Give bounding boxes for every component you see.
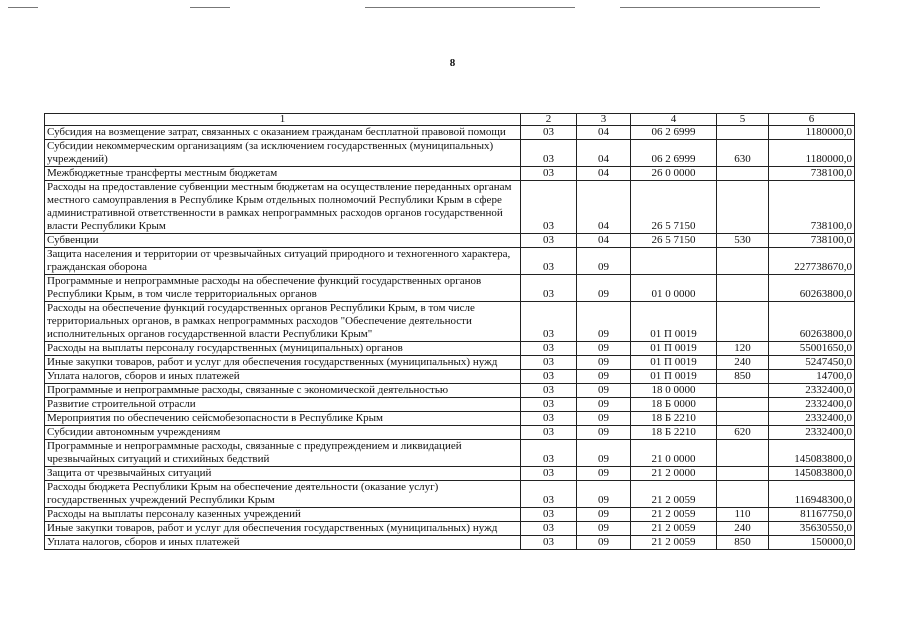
amount-cell: 2332400,0 <box>769 426 855 440</box>
table-row <box>45 167 855 181</box>
amount-cell: 150000,0 <box>769 536 855 550</box>
subsection-code-cell: 04 <box>577 234 631 248</box>
subsection-code-cell: 04 <box>577 140 631 167</box>
expense-type-cell <box>717 126 769 140</box>
section-code-cell: 03 <box>521 440 577 467</box>
target-article-cell: 26 0 0000 <box>631 167 717 181</box>
section-code-cell: 03 <box>521 126 577 140</box>
table-row <box>45 140 855 167</box>
amount-cell: 738100,0 <box>769 181 855 234</box>
row-name-cell: Уплата налогов, сборов и иных платежей <box>45 536 521 550</box>
expense-type-cell: 240 <box>717 522 769 536</box>
section-code-cell: 03 <box>521 412 577 426</box>
target-article-cell: 06 2 6999 <box>631 140 717 167</box>
amount-cell: 35630550,0 <box>769 522 855 536</box>
row-name-cell: Иные закупки товаров, работ и услуг для обеспечения государственных (муниципальных) нужд <box>45 522 521 536</box>
amount-cell: 14700,0 <box>769 370 855 384</box>
amount-cell: 1180000,0 <box>769 140 855 167</box>
row-name-cell: Программные и непрограммные расходы, связанные с предупреждением и ликвидацией чрезвычайных ситуаций и стихийных бедствий <box>45 440 521 467</box>
subsection-code-cell: 09 <box>577 508 631 522</box>
target-article-cell: 01 П 0019 <box>631 342 717 356</box>
expense-type-cell: 530 <box>717 234 769 248</box>
target-article-cell: 18 0 0000 <box>631 384 717 398</box>
row-name-cell: Расходы на выплаты персоналу государственных (муниципальных) органов <box>45 342 521 356</box>
target-article-cell: 18 Б 0000 <box>631 398 717 412</box>
table-row <box>45 398 855 412</box>
expense-type-cell <box>717 384 769 398</box>
table-row <box>45 384 855 398</box>
row-name-cell: Межбюджетные трансферты местным бюджетам <box>45 167 521 181</box>
section-code-cell: 03 <box>521 522 577 536</box>
amount-cell: 81167750,0 <box>769 508 855 522</box>
expense-type-cell <box>717 412 769 426</box>
subsection-code-cell: 04 <box>577 167 631 181</box>
section-code-cell: 03 <box>521 140 577 167</box>
table-row <box>45 275 855 302</box>
expense-type-cell: 850 <box>717 370 769 384</box>
table-row <box>45 342 855 356</box>
row-name-cell: Защита от чрезвычайных ситуаций <box>45 467 521 481</box>
target-article-cell <box>631 248 717 275</box>
target-article-cell: 21 2 0059 <box>631 536 717 550</box>
row-name-cell: Расходы на выплаты персоналу казенных учреждений <box>45 508 521 522</box>
target-article-cell: 01 П 0019 <box>631 356 717 370</box>
row-name-cell: Расходы на обеспечение функций государственных органов Республики Крым, в том числе территориальных органов, в рамках непрограммных расходов "Обеспечение деятельности исполнительных органов государственной власти Республики Крым" <box>45 302 521 342</box>
subsection-code-cell: 09 <box>577 342 631 356</box>
scan-edge-line <box>190 7 230 8</box>
subsection-code-cell: 09 <box>577 536 631 550</box>
table-row <box>45 356 855 370</box>
table-row <box>45 412 855 426</box>
table-row <box>45 370 855 384</box>
section-code-cell: 03 <box>521 384 577 398</box>
expense-type-cell <box>717 302 769 342</box>
amount-cell: 55001650,0 <box>769 342 855 356</box>
budget-table <box>44 113 855 550</box>
expense-type-cell: 630 <box>717 140 769 167</box>
row-name-cell: Программные и непрограммные расходы, связанные с экономической деятельностью <box>45 384 521 398</box>
amount-cell: 5247450,0 <box>769 356 855 370</box>
expense-type-cell <box>717 181 769 234</box>
subsection-code-cell: 09 <box>577 302 631 342</box>
row-name-cell: Защита населения и территории от чрезвычайных ситуаций природного и техногенного характера, гражданская оборона <box>45 248 521 275</box>
table-row <box>45 302 855 342</box>
section-code-cell: 03 <box>521 342 577 356</box>
subsection-code-cell: 09 <box>577 522 631 536</box>
row-name-cell: Субвенции <box>45 234 521 248</box>
amount-cell: 227738670,0 <box>769 248 855 275</box>
expense-type-cell: 850 <box>717 536 769 550</box>
section-code-cell: 03 <box>521 275 577 302</box>
table-row <box>45 248 855 275</box>
scan-edge-line <box>365 7 575 8</box>
subsection-code-cell: 09 <box>577 467 631 481</box>
expense-type-cell: 620 <box>717 426 769 440</box>
amount-cell: 2332400,0 <box>769 412 855 426</box>
expense-type-cell <box>717 398 769 412</box>
amount-cell: 738100,0 <box>769 234 855 248</box>
amount-cell: 60263800,0 <box>769 302 855 342</box>
column-header: 2 <box>521 114 577 126</box>
section-code-cell: 03 <box>521 481 577 508</box>
target-article-cell: 21 2 0059 <box>631 481 717 508</box>
section-code-cell: 03 <box>521 370 577 384</box>
subsection-code-cell: 09 <box>577 248 631 275</box>
scan-edge-line <box>8 7 38 8</box>
row-name-cell: Программные и непрограммные расходы на обеспечение функций государственных органов Республики Крым, в том числе территориальных органов <box>45 275 521 302</box>
section-code-cell: 03 <box>521 167 577 181</box>
table-row <box>45 181 855 234</box>
target-article-cell: 18 Б 2210 <box>631 412 717 426</box>
subsection-code-cell: 09 <box>577 370 631 384</box>
table-row <box>45 126 855 140</box>
section-code-cell: 03 <box>521 508 577 522</box>
target-article-cell: 21 2 0059 <box>631 508 717 522</box>
table-row <box>45 481 855 508</box>
subsection-code-cell: 09 <box>577 356 631 370</box>
table-row <box>45 440 855 467</box>
row-name-cell: Уплата налогов, сборов и иных платежей <box>45 370 521 384</box>
expense-type-cell: 240 <box>717 356 769 370</box>
expense-type-cell: 120 <box>717 342 769 356</box>
section-code-cell: 03 <box>521 181 577 234</box>
subsection-code-cell: 09 <box>577 275 631 302</box>
target-article-cell: 26 5 7150 <box>631 181 717 234</box>
section-code-cell: 03 <box>521 426 577 440</box>
expense-type-cell <box>717 275 769 302</box>
expense-type-cell <box>717 440 769 467</box>
column-header: 6 <box>769 114 855 126</box>
amount-cell: 2332400,0 <box>769 384 855 398</box>
header-row <box>45 114 855 126</box>
expense-type-cell <box>717 467 769 481</box>
amount-cell: 145083800,0 <box>769 467 855 481</box>
table-row <box>45 536 855 550</box>
row-name-cell: Развитие строительной отрасли <box>45 398 521 412</box>
expense-type-cell <box>717 248 769 275</box>
target-article-cell: 26 5 7150 <box>631 234 717 248</box>
target-article-cell: 01 0 0000 <box>631 275 717 302</box>
section-code-cell: 03 <box>521 398 577 412</box>
row-name-cell: Субсидии автономным учреждениям <box>45 426 521 440</box>
subsection-code-cell: 09 <box>577 426 631 440</box>
subsection-code-cell: 09 <box>577 481 631 508</box>
table-body <box>45 126 855 550</box>
scan-edge-line <box>620 7 820 8</box>
row-name-cell: Субсидии некоммерческим организациям (за исключением государственных (муниципальных) учреждений) <box>45 140 521 167</box>
section-code-cell: 03 <box>521 302 577 342</box>
table-row <box>45 508 855 522</box>
target-article-cell: 01 П 0019 <box>631 370 717 384</box>
target-article-cell: 01 П 0019 <box>631 302 717 342</box>
subsection-code-cell: 09 <box>577 398 631 412</box>
section-code-cell: 03 <box>521 467 577 481</box>
section-code-cell: 03 <box>521 248 577 275</box>
row-name-cell: Иные закупки товаров, работ и услуг для обеспечения государственных (муниципальных) нужд <box>45 356 521 370</box>
section-code-cell: 03 <box>521 356 577 370</box>
target-article-cell: 06 2 6999 <box>631 126 717 140</box>
subsection-code-cell: 09 <box>577 384 631 398</box>
amount-cell: 116948300,0 <box>769 481 855 508</box>
table-row <box>45 467 855 481</box>
amount-cell: 145083800,0 <box>769 440 855 467</box>
subsection-code-cell: 04 <box>577 181 631 234</box>
row-name-cell: Мероприятия по обеспечению сейсмобезопасности в Республике Крым <box>45 412 521 426</box>
column-header: 3 <box>577 114 631 126</box>
page-number: 8 <box>449 57 456 69</box>
table-row <box>45 426 855 440</box>
expense-type-cell <box>717 167 769 181</box>
expense-type-cell <box>717 481 769 508</box>
expense-type-cell: 110 <box>717 508 769 522</box>
table-row <box>45 522 855 536</box>
section-code-cell: 03 <box>521 536 577 550</box>
amount-cell: 738100,0 <box>769 167 855 181</box>
target-article-cell: 21 2 0059 <box>631 522 717 536</box>
subsection-code-cell: 09 <box>577 440 631 467</box>
amount-cell: 60263800,0 <box>769 275 855 302</box>
column-header: 4 <box>631 114 717 126</box>
table-row <box>45 234 855 248</box>
row-name-cell: Расходы на предоставление субвенции местным бюджетам на осуществление переданных органам местного самоуправления в Республике Крым отдельных полномочий Республики Крым в сфере административной ответственности в рамках непрограммных расходов органов государственной власти Республики Крым <box>45 181 521 234</box>
target-article-cell: 21 2 0000 <box>631 467 717 481</box>
target-article-cell: 18 Б 2210 <box>631 426 717 440</box>
subsection-code-cell: 04 <box>577 126 631 140</box>
row-name-cell: Расходы бюджета Республики Крым на обеспечение деятельности (оказание услуг) государственных учреждений Республики Крым <box>45 481 521 508</box>
target-article-cell: 21 0 0000 <box>631 440 717 467</box>
column-header: 1 <box>45 114 521 126</box>
amount-cell: 1180000,0 <box>769 126 855 140</box>
subsection-code-cell: 09 <box>577 412 631 426</box>
section-code-cell: 03 <box>521 234 577 248</box>
row-name-cell: Субсидия на возмещение затрат, связанных с оказанием гражданам бесплатной правовой помощи <box>45 126 521 140</box>
column-header: 5 <box>717 114 769 126</box>
amount-cell: 2332400,0 <box>769 398 855 412</box>
